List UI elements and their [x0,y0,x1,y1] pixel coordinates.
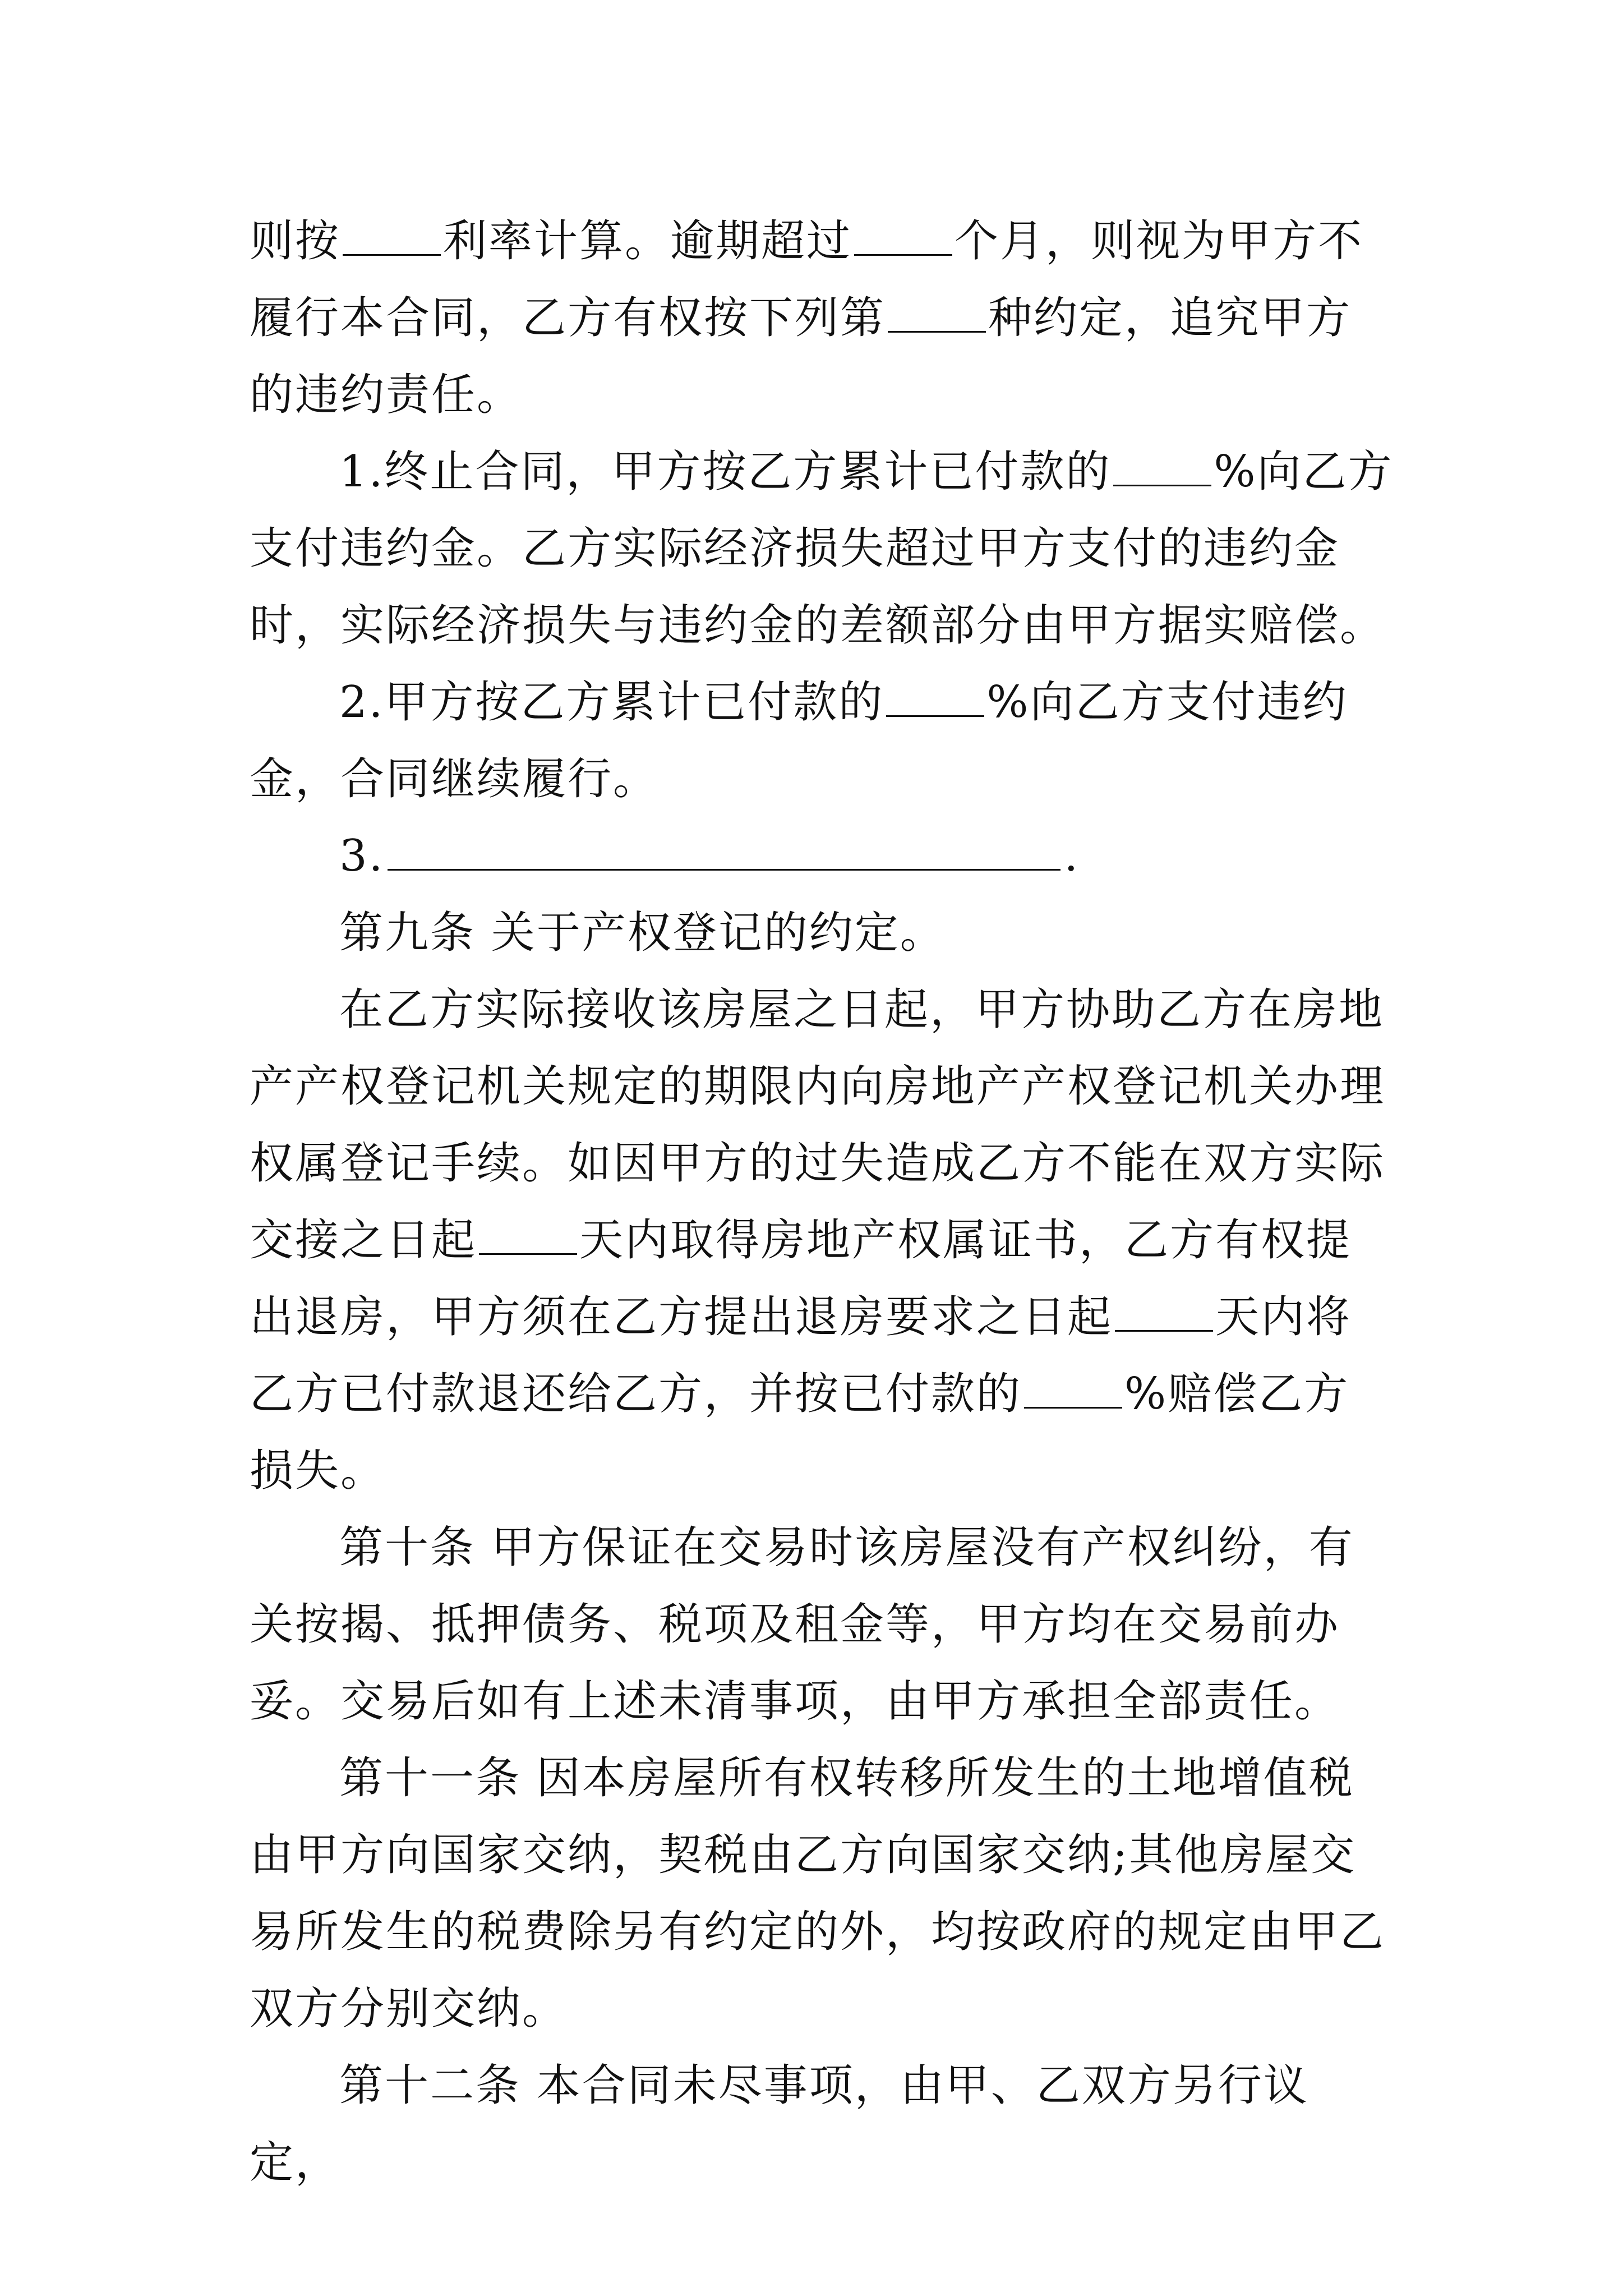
article-12: 第十二条 本合同未尽事项，由甲、乙双方另行议定， [250,2060,1309,2188]
text-segment: %向乙方支付违约金。乙方实际经济损失超过甲方支付的违约金时，实际经济损失与违约金的差额部分由甲方据实赔偿。 [250,447,1394,651]
paragraph-overdue-penalty [250,203,1394,434]
text-segment: 利率计算。逾期超过 [443,216,852,266]
text-segment: 3. [339,831,385,881]
text-segment: 在乙方实际接收该房屋之日起，甲方协助乙方在房地产产权登记机关规定的期限内向房地产产权登记机关办理权属登记手续。如因甲方的过失造成乙方不能在双方实际交接之日起 [250,984,1386,1266]
fill-in-blank [888,330,986,333]
fill-in-blank-long [388,868,1061,871]
text-segment: 则按 [250,216,341,266]
fill-in-blank [1024,1406,1122,1409]
text-segment: 个月，则视为甲方不履行本合同，乙方有权按下列第 [250,216,1364,343]
text-segment: 天内取得房地产权属证书，乙方有权提出退房，甲方须在乙方提出退房要求之日起 [250,1215,1352,1342]
text-segment: . [1064,831,1080,881]
fill-in-blank [1113,484,1211,486]
paragraph-title-registration [250,972,1394,1510]
text-segment: 1.终止合同，甲方按乙方累计已付款的 [339,447,1112,497]
text-segment: 2.甲方按乙方累计已付款的 [339,677,884,728]
text-segment: %向乙方支付违约金，合同继续履行。 [250,677,1348,804]
text-segment: 天内将乙方已付款退还给乙方，并按已付款的 [250,1292,1352,1419]
text-segment: 种约定，追究甲方的违约责任。 [250,293,1352,420]
fill-in-blank [854,254,952,256]
fill-in-blank [479,1253,577,1255]
article-10: 第十条 甲方保证在交易时该房屋没有产权纠纷，有关按揭、抵押债务、税项及租金等，甲方均在交易前办妥。交易后如有上述未清事项，由甲方承担全部责任。 [250,1522,1354,1727]
paragraph-option-1 [250,434,1394,664]
text-segment: %赔偿乙方损失。 [250,1369,1350,1496]
paragraph-option-3 [250,818,1394,895]
contract-text [250,203,1394,2201]
article-11: 第十一条 因本房屋所有权转移所发生的土地增值税由甲方向国家交纳，契税由乙方向国家交纳;其他房屋交易所发生的税费除另有约定的外，均按政府的规定由甲乙双方分别交纳。 [250,1753,1386,2034]
paragraph-option-2 [250,664,1394,818]
fill-in-blank [886,715,984,717]
fill-in-blank [1115,1329,1213,1332]
article-9-heading: 第九条 关于产权登记的约定。 [339,908,946,958]
fill-in-blank [343,254,441,256]
